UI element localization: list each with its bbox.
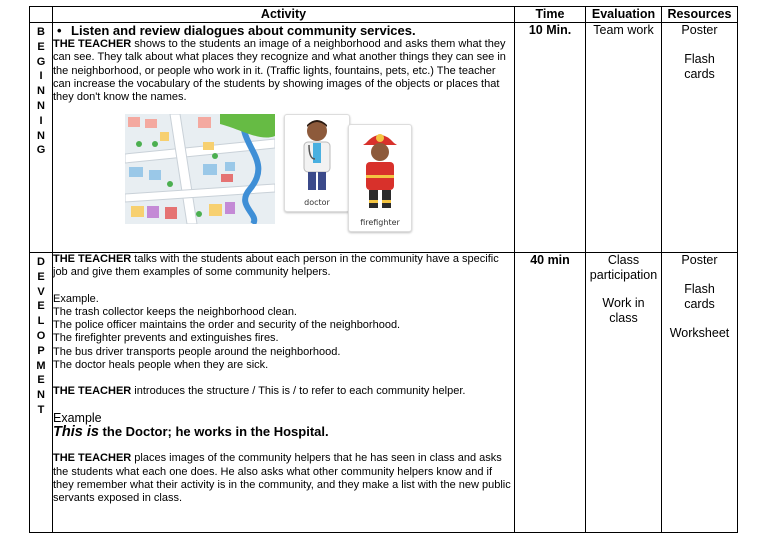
stage-letter: M: [36, 359, 46, 372]
evaluation-item: participation: [589, 268, 658, 282]
paragraph-text: talks with the students about each person in the community have a specific job and give them examples of some community helpers.: [53, 253, 499, 279]
example-line: The police officer maintains the order and security of the neighborhood.: [53, 319, 401, 332]
stage-letter: V: [37, 285, 45, 298]
doctor-label: doctor: [304, 198, 330, 208]
firefighter-label: firefighter: [360, 218, 400, 228]
paragraph-text: introduces the structure / This is / to refer to each community helper.: [131, 385, 466, 398]
stage-letter: P: [37, 344, 45, 357]
resource-item: Poster: [681, 253, 718, 267]
resource-item: cards: [684, 67, 715, 81]
resource-item: cards: [684, 297, 715, 311]
example-line: The bus driver transports people around the neighborhood.: [53, 345, 341, 358]
bullet-dot: •: [57, 23, 62, 38]
beginning-evaluation: Team work: [586, 23, 662, 253]
header-row: [30, 7, 738, 23]
header-activity: Activity: [53, 7, 515, 23]
example-line: The trash collector keeps the neighborhood clean.: [53, 305, 297, 318]
stage-letter: N: [37, 99, 45, 112]
illustration-area: [53, 114, 514, 234]
stage-letter: I: [39, 70, 43, 83]
development-activity: [53, 253, 515, 533]
doctor-flashcard: [284, 114, 350, 212]
header-stage: [30, 7, 53, 23]
evaluation-item: Work in: [602, 296, 645, 310]
stage-beginning: [30, 23, 53, 253]
stage-letter: D: [37, 256, 45, 268]
example-sentence: [53, 425, 514, 439]
stage-letter: N: [37, 85, 45, 98]
stage-letter: G: [36, 144, 46, 157]
development-row: [30, 253, 738, 533]
teacher-lead: THE TEACHER: [53, 385, 132, 398]
teacher-lead: THE TEACHER: [53, 253, 132, 265]
paragraph-text: shows to the students an image of a neighborhood and asks them what they can see. They talk about what places they recognize and what another things they can see in the neighborhood, or people who work in it. (Traffic lights, fountains, pets, etc.) The teacher can increase the vocabulary of the students by showing images of the objects or places that they don't know the names.: [53, 38, 506, 104]
stage-letter: O: [36, 329, 46, 342]
beginning-time: 10 Min.: [515, 23, 586, 253]
evaluation-item: Class: [607, 253, 640, 267]
activity-bullet: [53, 23, 514, 38]
bullet-text: Listen and review dialogues about community services.: [71, 23, 416, 38]
lesson-plan-table: [29, 6, 738, 533]
header-evaluation: Evaluation: [586, 7, 662, 23]
paragraph-text: places images of the community helpers that he has seen in class and asks the students what each one does. He also asks what other community helpers know and if they remember what their activity is in the community, and they make a list with the new public servants exposed in class.: [53, 452, 511, 505]
stage-letter: I: [39, 114, 43, 127]
beginning-resources: [662, 23, 738, 253]
development-evaluation: [586, 253, 662, 533]
doctor-icon: [285, 115, 349, 195]
development-resources: [662, 253, 738, 533]
firefighter-flashcard: [348, 124, 412, 232]
evaluation-item: class: [609, 311, 638, 325]
development-paragraph-1: [53, 253, 514, 280]
resource-item: Worksheet: [669, 326, 730, 340]
header-time: Time: [515, 7, 586, 23]
stage-letter: N: [37, 389, 45, 402]
example-label: Example: [53, 410, 102, 425]
neighborhood-map-image: [125, 114, 275, 224]
example-line: Example.: [53, 292, 99, 305]
stage-development: [30, 253, 53, 533]
development-time: 40 min: [515, 253, 586, 533]
header-resources: Resources: [662, 7, 738, 23]
example-italic: This is: [53, 423, 99, 440]
teacher-lead: THE TEACHER: [53, 38, 132, 50]
stage-letter: E: [37, 300, 45, 313]
stage-letter: E: [37, 270, 45, 283]
example-rest: the Doctor; he works in the Hospital.: [98, 423, 329, 439]
stage-letter: E: [37, 40, 45, 53]
resource-item: Poster: [681, 23, 718, 37]
teacher-lead: THE TEACHER: [53, 452, 132, 465]
stage-letter: E: [37, 374, 45, 387]
stage-letter: B: [37, 26, 45, 38]
development-paragraph-3: [53, 452, 514, 505]
resource-item: Flash: [684, 52, 715, 66]
stage-letter: L: [37, 315, 45, 328]
stage-letter: N: [37, 129, 45, 142]
resource-item: Flash: [684, 282, 715, 296]
example-line: The firefighter prevents and extinguishes fires.: [53, 332, 279, 345]
stage-letter: T: [37, 403, 45, 416]
example-line: The doctor heals people when they are sick.: [53, 359, 269, 372]
stage-letter: G: [36, 55, 46, 68]
beginning-row: [30, 23, 738, 253]
beginning-paragraph: [53, 38, 514, 104]
beginning-activity: [53, 23, 515, 253]
development-paragraph-2: [53, 385, 514, 398]
firefighter-icon: [349, 125, 411, 213]
